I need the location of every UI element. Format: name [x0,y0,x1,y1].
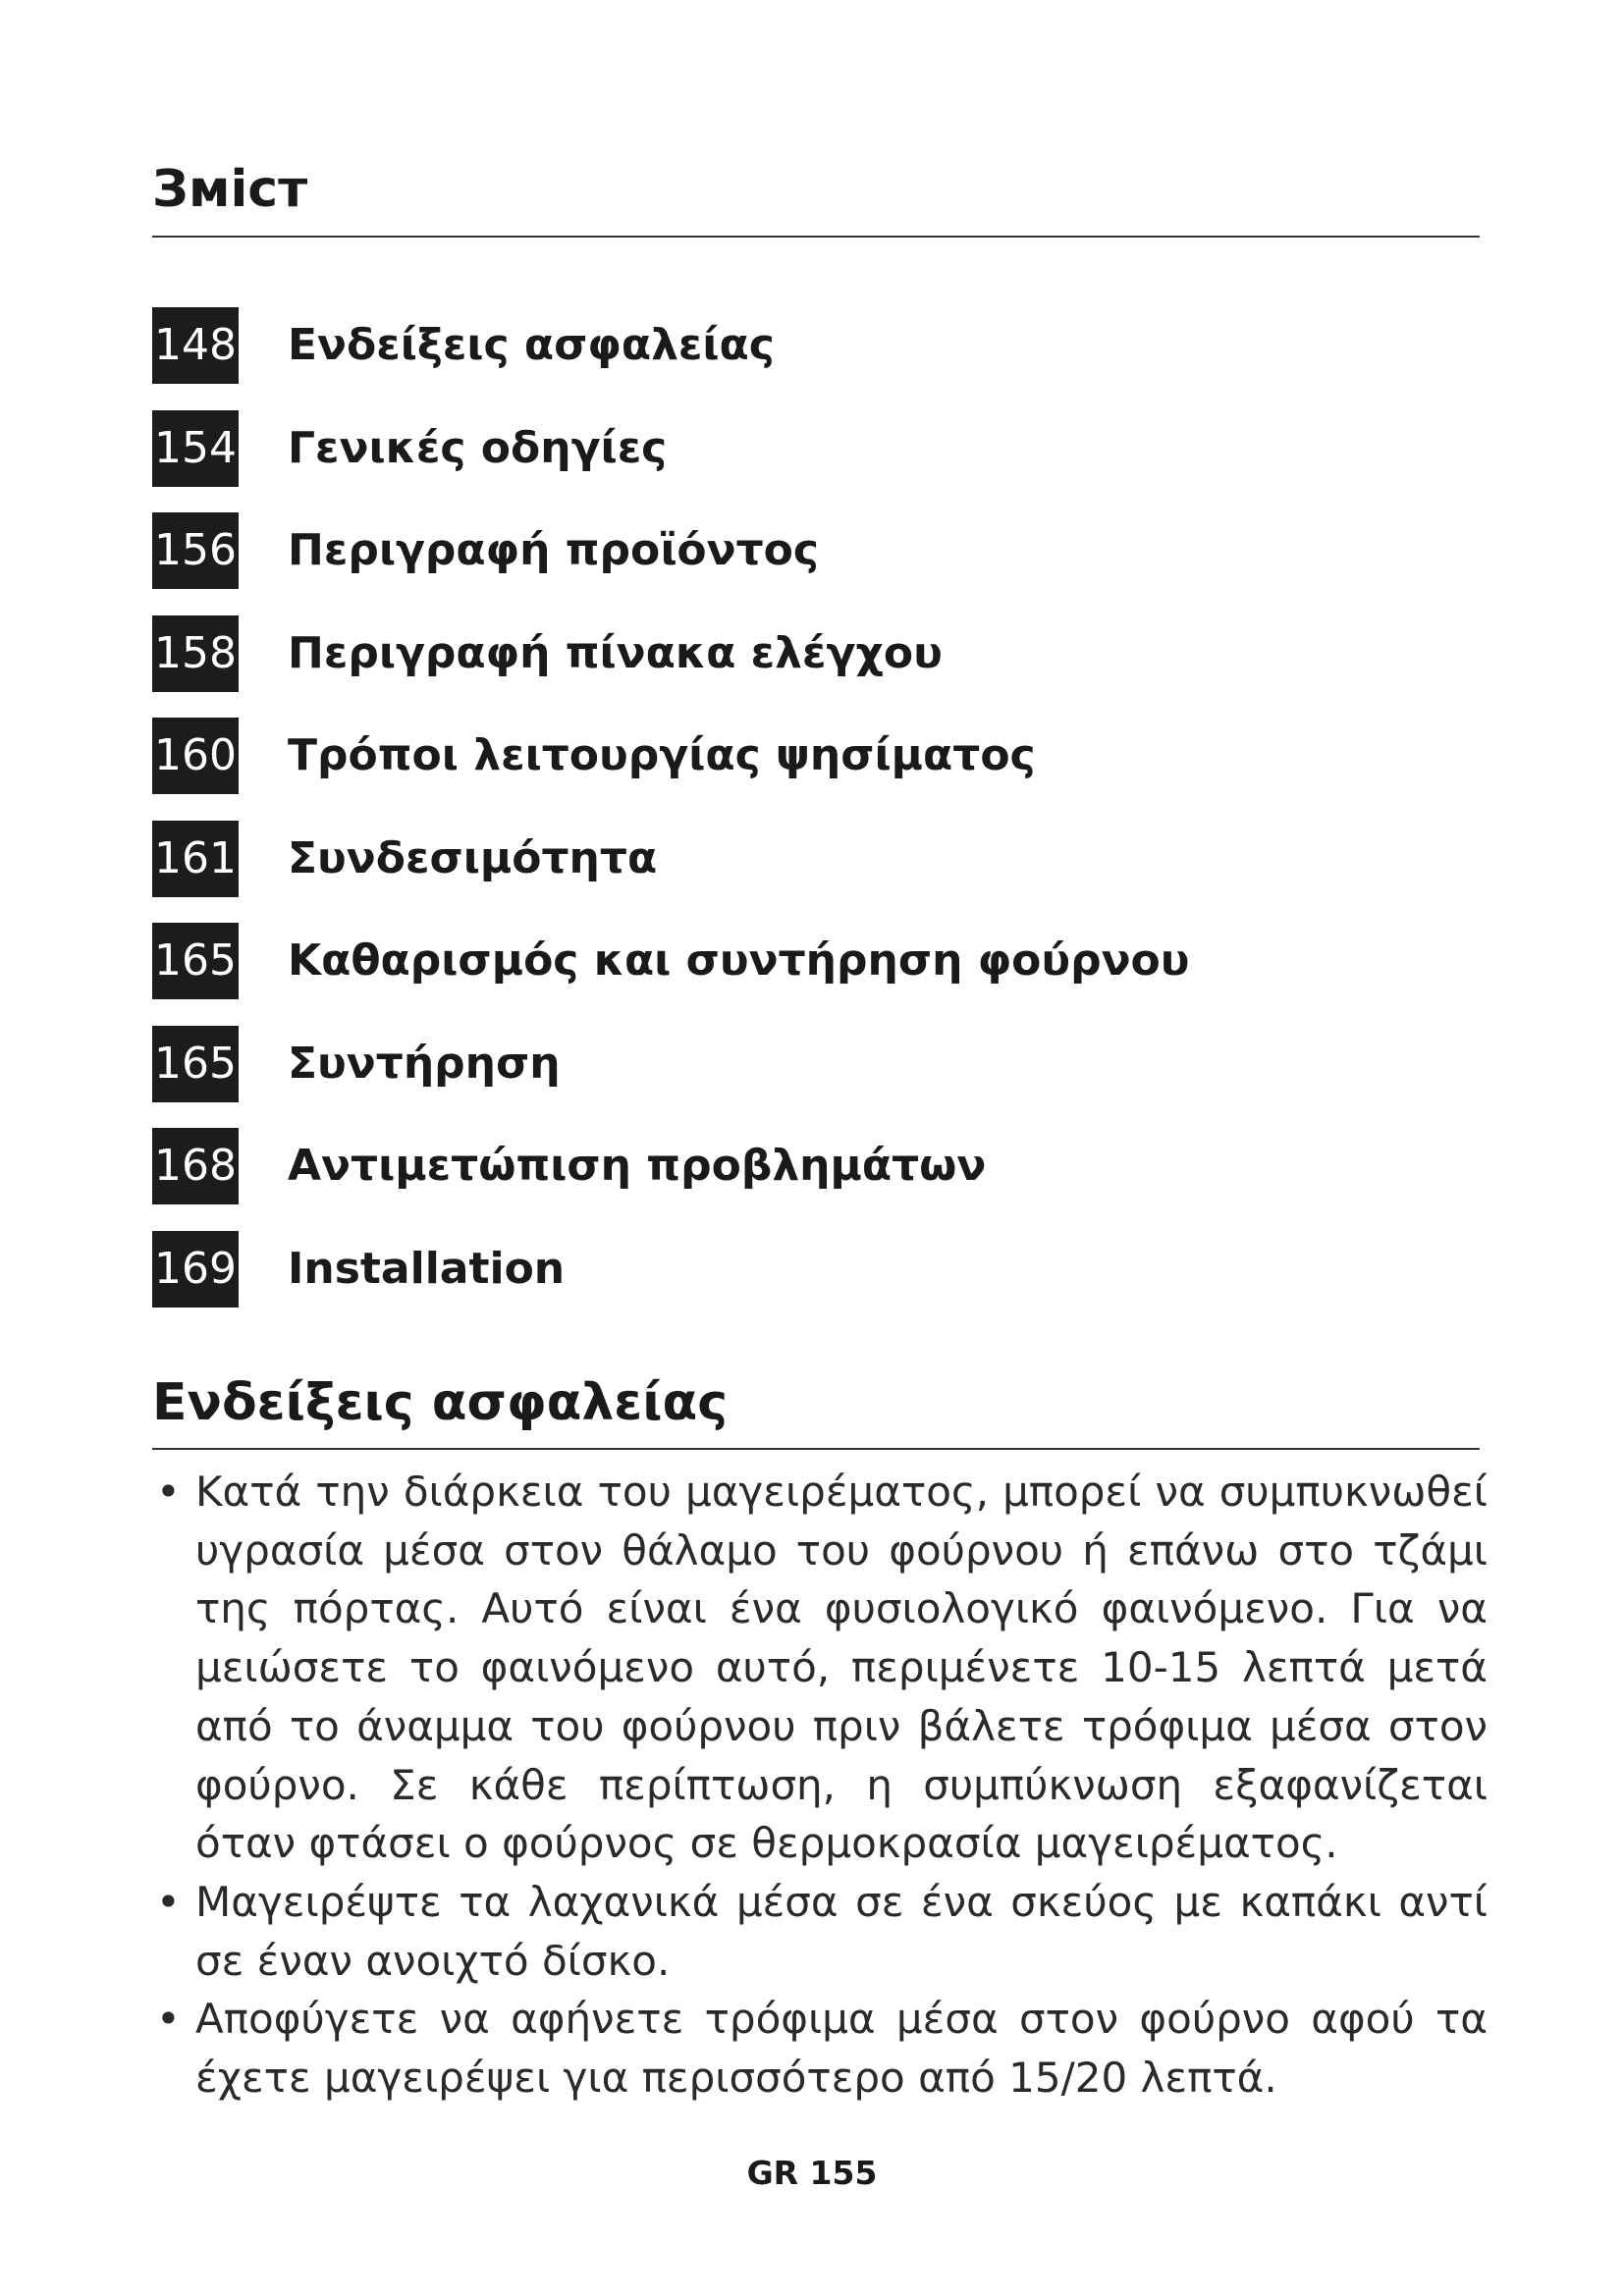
toc-entry-title: Περιγραφή προϊόντος [288,525,819,576]
toc-entry-title: Installation [288,1243,566,1294]
toc-entry[interactable] [152,910,1478,1013]
toc-entry[interactable] [152,808,1478,911]
toc-page-number: 161 [152,821,239,897]
bullet-icon: • [156,1995,181,2044]
toc-entry-title: Τρόποι λειτουργίας ψησίματος [288,730,1036,781]
toc-entry-title: Συνδεσιμότητα [288,832,658,883]
toc-page-number: 156 [152,512,239,589]
bullet-text: Μαγειρέψτε τα λαχανικά μέσα σε ένα σκεύος με καπάκι αντί σε έναν ανοιχτό δίσκο. [195,1877,1488,1985]
safety-divider [152,1448,1480,1450]
list-item [152,1990,1488,2107]
toc-entry-title: Γενικές οδηγίες [288,422,668,473]
bullet-icon: • [156,1468,181,1516]
safety-bullet-list [152,1463,1488,2108]
page-number-footer: GR 155 [746,2154,878,2192]
bullet-icon: • [156,1877,181,1926]
list-item [152,1873,1488,1990]
toc-entry[interactable] [152,603,1478,706]
toc-entry[interactable] [152,1013,1478,1116]
toc-entry[interactable] [152,1115,1478,1218]
toc-page-number: 165 [152,1026,239,1102]
toc-entry[interactable] [152,705,1478,808]
toc-page-number: 148 [152,307,239,384]
toc-page-number: 158 [152,615,239,692]
toc-page-number: 165 [152,923,239,999]
toc-entry-title: Αντιμετώπιση προβλημάτων [288,1141,987,1192]
toc-divider [152,236,1480,238]
table-of-contents [152,294,1478,1320]
toc-entry[interactable] [152,398,1478,501]
toc-entry[interactable] [152,500,1478,603]
toc-page-number: 169 [152,1231,239,1308]
toc-page-number: 168 [152,1128,239,1204]
toc-heading: Зміст [152,160,308,219]
toc-entry-title: Καθαρισμός και συντήρηση φούρνου [288,935,1190,987]
safety-section-heading: Ενδείξεις ασφαλείας [152,1373,729,1432]
toc-entry-title: Ενδείξεις ασφαλείας [288,320,775,371]
toc-entry[interactable] [152,1218,1478,1321]
toc-page-number: 160 [152,718,239,794]
bullet-text: Κατά την διάρκεια του μαγειρέματος, μπορεί να συμπυκνωθεί υγρασία μέσα στον θάλαμο του φούρνου ή επάνω στο τζάμι της πόρτας. Αυτό είναι ένα φυσιολογικό φαινόμενο. Για να μειώσετε το φαινόμενο αυτό, περιμένετε 10-15 λεπτά μετά από το άναμμα του φούρνου πριν βάλετε τρόφιμα μέσα στον φούρνο. Σε κάθε περίπτωση, η συμπύκνωση εξαφανίζεται όταν φτάσει ο φούρνος σε θερμοκρασία μαγειρέματος. [195,1468,1488,1868]
toc-entry[interactable] [152,294,1478,398]
toc-entry-title: Συντήρηση [288,1038,561,1089]
toc-entry-title: Περιγραφή πίνακα ελέγχου [288,627,943,678]
bullet-text: Αποφύγετε να αφήνετε τρόφιμα μέσα στον φούρνο αφού τα έχετε μαγειρέψει για περισσότερο από 15/20 λεπτά. [195,1995,1488,2103]
list-item [152,1463,1488,1873]
toc-page-number: 154 [152,410,239,487]
